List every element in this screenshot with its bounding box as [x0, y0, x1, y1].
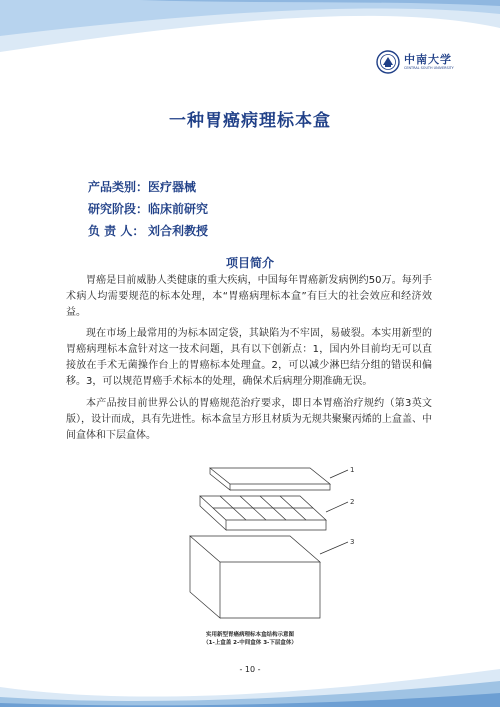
paragraph-2: 现在市场上最常用的为标本固定袋，其缺陷为不牢固，易破裂。本实用新型的胃癌病理标本盒针对这一技术问题，具有以下创新点：1，国内外目前均无可以直接放在手术无菌操作台上的胃癌标本处理盒。2，可以减少淋巴结分组的错误和偏移。3，可以规范胃癌手术标本的处理，确保术后病理分期准确无误。: [66, 328, 432, 387]
diagram-label-2: 2: [350, 498, 355, 506]
university-name-en: CENTRAL SOUTH UNIVERSITY: [404, 66, 454, 70]
specimen-box-diagram: [180, 462, 360, 622]
section-title: 项目简介: [225, 256, 274, 270]
meta-lead-key: 负 责 人：: [88, 224, 145, 238]
meta-lead-value: 刘合利教授: [148, 224, 209, 238]
meta-stage-value: 临床前研究: [148, 202, 209, 216]
diagram-label-3: 3: [350, 538, 355, 546]
meta-category: [88, 178, 196, 195]
figure-caption-legend: （1-上盒盖 2-中间盒体 3-下层盒体）: [203, 640, 297, 646]
meta-stage: [88, 200, 208, 217]
paragraph-3: 本产品按目前世界公认的胃癌规范治疗要求，即日本胃癌治疗规约（第3英文版），设计而成，具有先进性。标本盒呈方形且材质为无规共聚聚丙烯的上盒盖、中间盒体和下层盒体。: [66, 398, 432, 441]
footer-decoration: [0, 663, 500, 707]
header-decoration: [0, 0, 500, 90]
diagram-label-1: 1: [350, 466, 355, 474]
figure-caption: 实用新型胃癌病理标本盒结构示意图: [205, 632, 294, 638]
meta-category-value: 医疗器械: [148, 180, 197, 194]
university-emblem-icon: [376, 50, 400, 74]
page-number: - 10 -: [239, 665, 261, 674]
paragraph-1: 胃癌是目前威胁人类健康的重大疾病，中国每年胃癌新发病例约50万。每列手术病人均需要规范的标本处理，本“胃癌病理标本盒”有巨大的社会效应和经济效益。: [66, 275, 432, 318]
meta-lead: [88, 222, 208, 239]
university-logo: [376, 48, 466, 76]
university-name-cn: 中南大学: [404, 53, 452, 66]
meta-category-key: 产品类别：: [88, 180, 149, 194]
page-title: 一种胃癌病理标本盒: [169, 111, 331, 131]
meta-stage-key: 研究阶段：: [88, 202, 149, 216]
